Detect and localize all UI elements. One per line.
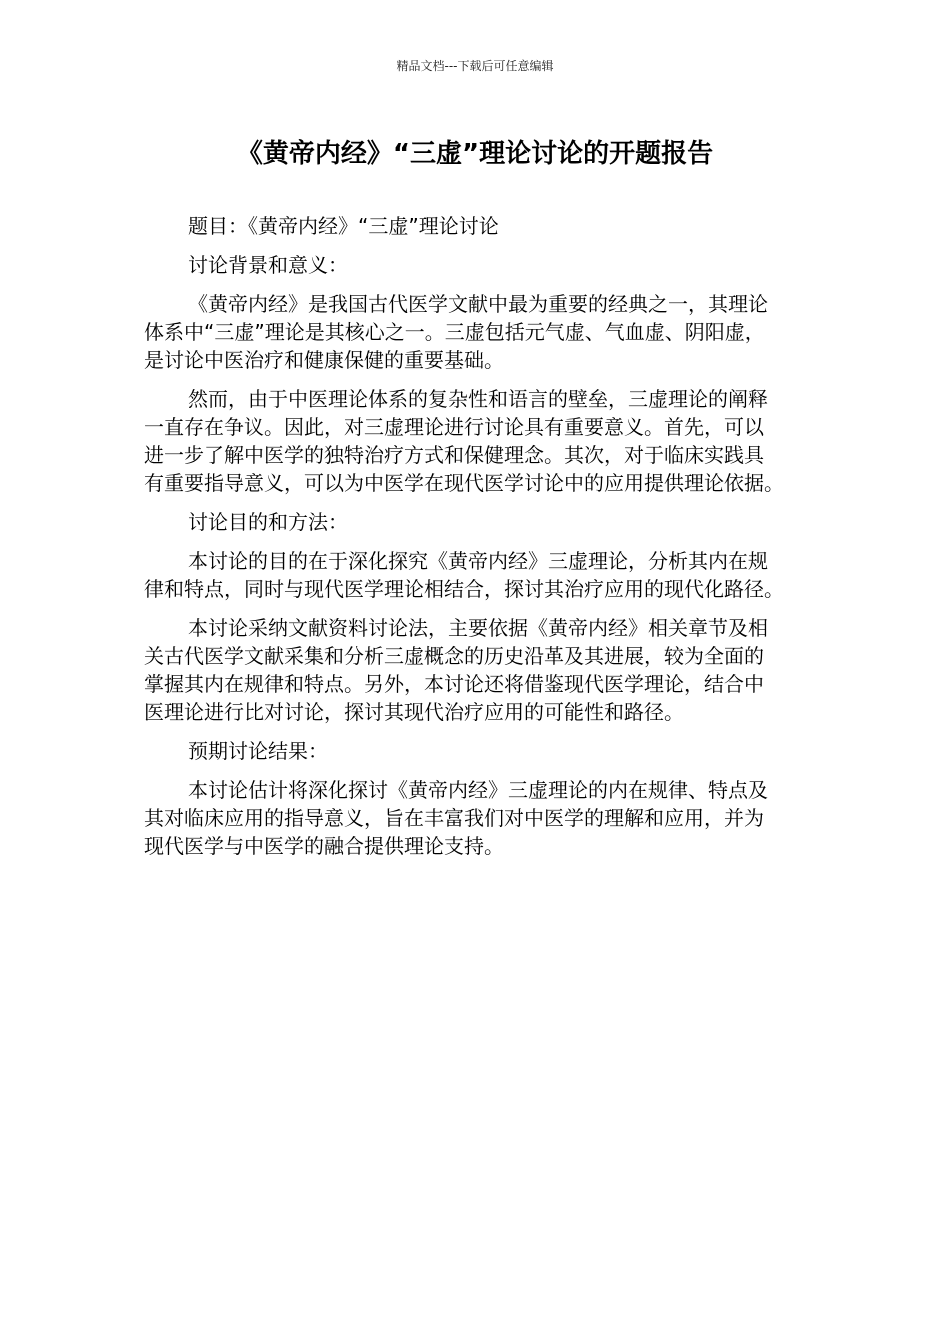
paragraph-line: 是讨论中医治疗和健康保健的重要基础。 [144,348,504,372]
paragraph-line: 进一步了解中医学的独特治疗方式和保健理念。其次，对于临床实践具 [144,443,764,467]
paragraph-line: 然而，由于中医理论体系的复杂性和语言的壁垒，三虚理论的阐释 [188,387,768,411]
paragraph-line: 体系中“三虚”理论是其核心之一。三虚包括元气虚、气血虚、阴阳虚， [144,320,765,344]
header-note: 精品文档---下载后可任意编辑 [396,59,554,73]
paragraph-purpose-2 [144,614,804,726]
paragraph-line: 本讨论采纳文献资料讨论法，主要依据《黄帝内经》相关章节及相 [188,616,768,640]
paragraph-line: 本讨论估计将深化探讨《黄帝内经》三虚理论的内在规律、特点及 [188,778,768,802]
document-body [144,212,804,860]
paragraph-background-1 [144,290,804,374]
paragraph-line: 关古代医学文献采集和分析三虚概念的历史沿革及其进展，较为全面的 [144,644,764,668]
section-heading-results: 预期讨论结果： [188,739,328,763]
paragraph-line: 《黄帝内经》是我国古代医学文献中最为重要的经典之一，其理论 [188,292,768,316]
document-title: 《黄帝内经》“三虚”理论讨论的开题报告 [236,139,714,169]
section-heading-background: 讨论背景和意义： [188,253,348,277]
paragraph-background-2 [144,385,804,497]
topic-line: 题目：《黄帝内经》“三虚”理论讨论 [188,214,499,238]
paragraph-purpose-1 [144,547,804,603]
paragraph-line: 本讨论的目的在于深化探究《黄帝内经》三虚理论，分析其内在规 [188,549,768,573]
paragraph-line: 现代医学与中医学的融合提供理论支持。 [144,834,504,858]
paragraph-line: 有重要指导意义，可以为中医学在现代医学讨论中的应用提供理论依据。 [144,471,784,495]
paragraph-line: 掌握其内在规律和特点。另外，本讨论还将借鉴现代医学理论，结合中 [144,672,764,696]
paragraph-line: 其对临床应用的指导意义，旨在丰富我们对中医学的理解和应用，并为 [144,806,764,830]
paragraph-line: 医理论进行比对讨论，探讨其现代治疗应用的可能性和路径。 [144,700,684,724]
section-heading-purpose: 讨论目的和方法： [188,510,348,534]
paragraph-line: 一直存在争议。因此，对三虚理论进行讨论具有重要意义。首先，可以 [144,415,764,439]
paragraph-results-1 [144,776,804,860]
paragraph-line: 律和特点，同时与现代医学理论相结合，探讨其治疗应用的现代化路径。 [144,577,784,601]
